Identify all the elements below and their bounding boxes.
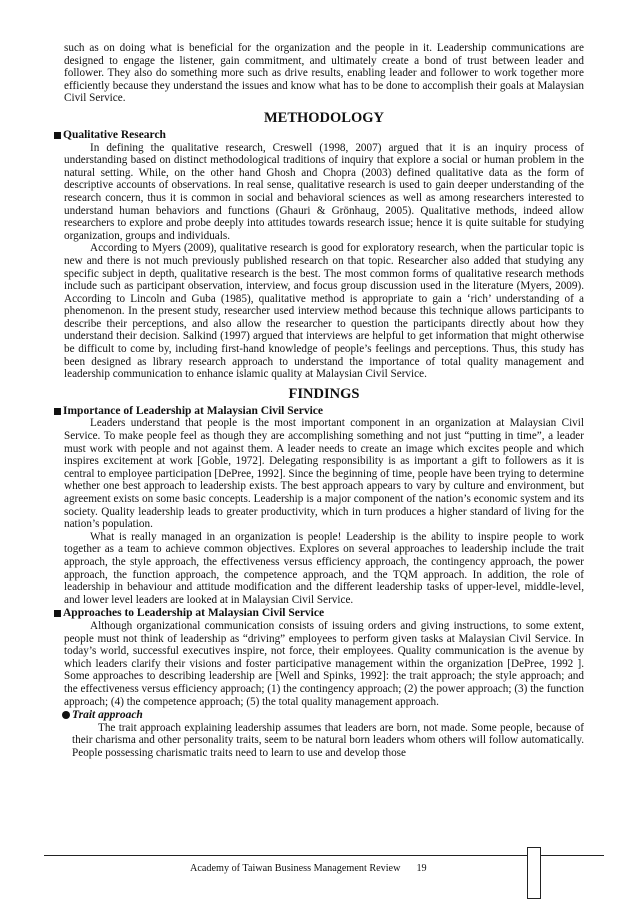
square-bullet-icon: [54, 132, 61, 139]
findings-paragraph-3: Although organizational communication consists of issuing orders and giving instructions, to some extent, people must not think of leadership as “driving” employees to perform given tasks at Malaysian Civil Service. In today’s world, successful executives inspire, not force, their employees. Quality communication is the avenue by which leaders clarify their visions and foster participative management within the organization [DePree, 1992 ]. Some approaches to describing leadership are [Well and Spinks, 1992]: the trait approach; the style approach; and the effectiveness versus efficiency approach; (1) the contingency approach; (2) the power approach; (3) the function approach; (4) the competence approach; (5) the total quality management approach.: [64, 619, 584, 708]
trait-approach-subheading: [62, 709, 584, 722]
findings-heading: FINDINGS: [288, 385, 360, 402]
findings-paragraph-2: What is really managed in an organization is people! Leadership is the ability to inspire people to work together as a team to achieve common objectives. Explores on several approaches to leadership include the trait approach, the style approach, the effectiveness versus efficiency approach, the contingency approach, the power approach, the function approach, the competence approach, and the TQM approach. In addition, the role of leadership in behaviour and attitude modification and the different leadership tasks of upper-level, middle-level, and lower level leaders are looked at in Malaysian Civil Service.: [64, 530, 584, 606]
methodology-paragraph-2: According to Myers (2009), qualitative research is good for exploratory research, when the particular topic is new and there is not much previously published research on that topic. Researcher also added that studying any specific subject in depth, qualitative research is the best. The most common forms of qualitative research methods include such as participant observation, interview, and focus group discussion used in the literature (Myers, 2009). According to Lincoln and Guba (1985), qualitative method is appropriate to gain a ‘rich’ understanding of a phenomenon. In the present study, researcher used interview method because this technique allows participants to describe their perceptions, and also allow the researcher to question the participants directly about how they understand their decision. Salkind (1997) argued that interviews are helpful to get information that might otherwise be difficult to come by, including first-hand knowledge of people’s feelings and perceptions. Thus, this study has been designed as library research approach to understand the importance of total quality management and leadership communication to enhance islamic quality at Malaysian Civil Service.: [64, 242, 584, 381]
footer-divider: [44, 855, 604, 856]
methodology-heading: METHODOLOGY: [263, 109, 385, 126]
round-bullet-icon: [62, 711, 70, 719]
qualitative-research-title: Qualitative Research: [63, 128, 166, 141]
intro-paragraph: such as on doing what is beneficial for the organization and the people in it. Leadership communications are designed to engage the listener, gain commitment, and ultimately create a bond of trust between leader and follower. They also do something more such as drive results, enabling leader and follower to work together more efficiently because they understand the issues and know what has to be done to accomplish their goals at Malaysian Civil Service.: [64, 42, 584, 105]
page-body: [64, 42, 584, 759]
page-footer: [190, 863, 510, 874]
approaches-subheading: [54, 607, 584, 620]
findings-paragraph-4: The trait approach explaining leadership assumes that leaders are born, not made. Some people, because of their charisma and other personality traits, seem to be natural born leaders whom others will follow automatically. People possessing charismatic traits need to learn to use and develop those: [72, 721, 584, 759]
page-edge-tab: [527, 847, 541, 899]
square-bullet-icon: [54, 408, 61, 415]
approaches-title: Approaches to Leadership at Malaysian Civil Service: [63, 607, 325, 620]
importance-title: Importance of Leadership at Malaysian Civil Service: [63, 404, 324, 417]
findings-paragraph-1: Leaders understand that people is the most important component in an organization at Malaysian Civil Service. To make people feel as though they are accomplishing something and not just “putting in time”, a leader must work with people and not against them. A leader needs to create an image which excites people and which inspires excitement at work [Goble, 1972]. Delegating responsibility is as important a gift to followers as it is central to employee participation [DePree, 1992]. Since the beginning of time, people have been trying to determine whether one best approach to leadership exists. The best approach appears to vary by culture and environment, but agreement exists on some basic concepts. Leadership is a major component of the nation’s economic system and its society. Quality leadership leads to greater productivity, which in turn produces a higher standard of living for the nation’s population.: [64, 417, 584, 531]
qualitative-research-subheading: [54, 129, 584, 142]
importance-subheading: [54, 405, 584, 418]
methodology-paragraph-1: In defining the qualitative research, Creswell (1998, 2007) argued that it is an inquiry process of understanding based on distinct methodological traditions of inquiry that explore a social or human problem in the natural setting. While, on the other hand Ghosh and Chopra (2003) defined qualitative data as the form of descriptive accounts of observations. In real sense, qualitative research is used to gain deeper understanding of the research concern, thus it is common in social and behavioral sciences as well as among researchers interested to understand human behaviors and functions (Ghauri & Grönhaug, 2005). Qualitative methods, indeed allow researchers to explore and probe deeply into attitudes towards research issue; hence it is quite suitable for studying organization, groups and individuals.: [64, 141, 584, 242]
page-number: 19: [416, 863, 427, 874]
square-bullet-icon: [54, 610, 61, 617]
journal-name: Academy of Taiwan Business Management Review: [190, 863, 401, 874]
trait-approach-title: Trait approach: [72, 709, 143, 722]
